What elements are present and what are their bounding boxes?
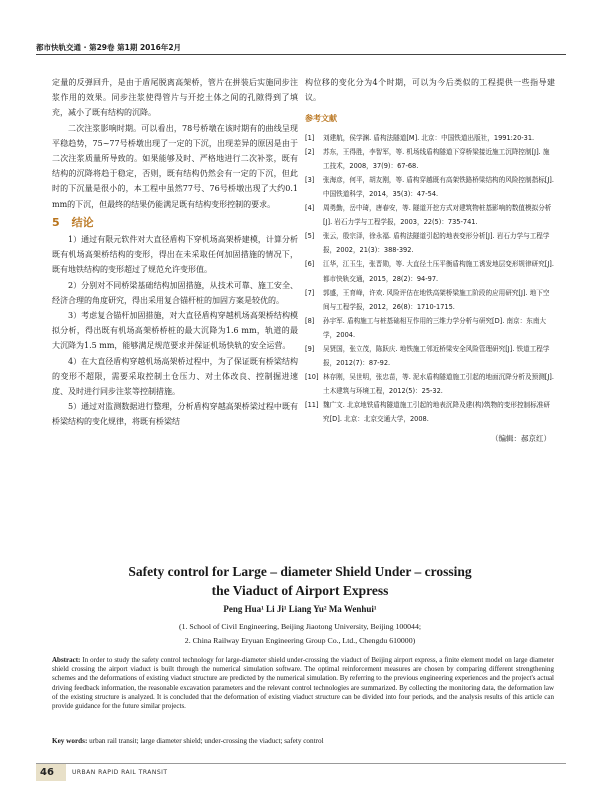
reference-item [305, 173, 555, 201]
paragraph: 构位移的变化分为4个时期，可以为今后类似的工程提供一些指导建议。 [305, 78, 555, 103]
conclusion-item: 1）通过有限元软件对大直径盾构下穿机场高架桥建模，计算分析既有机场高架桥结构的变形，得出在未采取任何加固措施的情况下，既有地铁结构的变形超过了规范允许变形值。 [52, 235, 298, 275]
reference-number: [3] [305, 175, 315, 184]
reference-number: [5] [305, 232, 315, 241]
footer-divider [36, 763, 566, 764]
reference-item [305, 131, 555, 145]
references-heading: 参考文献 [305, 114, 337, 124]
conclusion-item: 4）在大直径盾构穿越机场高架桥过程中，为了保证既有桥梁结构的变形不超限，需要采取控制土仓压力、对土体改良、控制掘进速度、及时进行同步注浆等控制措施。 [52, 356, 298, 397]
english-affiliation: 2. China Railway Eryuan Engineering Group Co., Ltd., Chengdu 610000) [184, 636, 416, 645]
reference-number: [1] [305, 133, 315, 142]
section-heading [52, 215, 298, 230]
reference-text: 林存刚，吴世明，张忠苗，等. 泥水盾构隧道施工引起的地面沉降分析及预测[J]. 土木建筑与环境工程，2012(5)：25-32. [323, 373, 554, 396]
reference-number: [8] [305, 316, 315, 325]
reference-item [305, 370, 555, 398]
left-column [52, 75, 298, 430]
reference-number: [7] [305, 288, 315, 297]
reference-text: 江华，江玉生，张晋勋，等. 大直径土压平衡盾构施工诱发地层变形规律研究[J]. 都市快轨交通，2015，28(2)：94-97. [323, 260, 554, 283]
reference-item [305, 342, 555, 370]
header-divider [36, 54, 566, 55]
conclusion-item: 2）分别对不同桥梁基础结构加固措施，从技术可靠、施工安全、经济合理的角度研究，得出采用复合锚杆桩的加固方案是较优的。 [52, 280, 298, 305]
reference-text: 魏广文. 北京地铁盾构隧道施工引起的地表沉降及建(构)筑物的变形控制标准研究[D]. 北京：北京交通大学，2008. [323, 401, 550, 424]
reference-text: 张海彦，何平，胡友刚，等. 盾构穿越既有高架铁路桥梁结构的风险控制指标[J]. 中国铁道科学，2014，35(3)：47-54. [323, 175, 554, 198]
abstract-text: In order to study the safety control technology for large-diameter shield under-crossing the viaduct of Beijing airport express, a finite element model on large diameter shield crossing the airport viaduct is built through the numerical simulation software. The optimal reinforcement measures are chosen by comparing different strengthening schemes and the deformations of existing viaduct structure are predicted by the numerical simulation. By referring to the previous engineering experiences and the project's actual driving feedback information, the reasonable excavation parameters and the relevant control technologies are summarized. By collecting the monitoring data, the deformation law of the existing structure is analyzed. It is concluded that the deformation of existing viaduct structure can be divided into four periods, and the analysis results of this article can provide guidance for the future similar projects. [52, 656, 554, 711]
reference-text: 苏东，王得胜，李智军，等. 机场线盾构隧道下穿桥梁接近施工沉降控制[J]. 施工技术，2008，37(9)：67-68. [323, 147, 550, 170]
reference-number: [9] [305, 345, 315, 354]
conclusion-item: 3）考虑复合锚杆加固措施，对大直径盾构穿越机场高架桥结构模拟分析，得出既有机场高架桥桥桩的最大沉降为1.6 mm，轨道的最大沉降为1.5 mm，能够满足规范要求并保证机场快轨的安全运营。 [52, 311, 298, 351]
keywords-text: urban rail transit; large diameter shield; under-crossing the viaduct; safety control [89, 737, 324, 745]
section-title: 结论 [71, 215, 94, 229]
reference-item [305, 398, 555, 426]
reference-text: 周勇勤，岳中琦，唐春安，等. 隧道开挖方式对建筑物桩基影响的数值模拟分析[J]. 岩石力学与工程学报，2003，22(5)：735-741. [323, 204, 552, 227]
page-number: 46 [40, 767, 54, 778]
reference-number: [6] [305, 260, 315, 269]
reference-list [305, 131, 555, 427]
paragraph: 二次注浆影响时期。可以看出，78号桥墩在该时期有的曲线呈现平稳趋势，75~77号桥墩出现了一定的下沉，出现差异的原因是由于二次注浆质量所导致的。如果能够及时、严格地进行二次补浆，既有结构的沉降将趋于稳定，否则，既有结构仍然会有一定的下沉，但此时的下沉量是很小的，本工程中虽然77号、76号桥墩出现了大约0.1 mm的下沉，但最终的结果仍能满足既有结构变形控制的要求。 [52, 123, 298, 209]
reference-item [305, 314, 555, 342]
english-affiliation: (1. School of Civil Engineering, Beijing Jiaotong University, Beijing 100044; [178, 622, 422, 631]
english-title-line: the Viaduct of Airport Express [211, 583, 389, 598]
keywords-label: Key words: [52, 737, 88, 745]
reference-item [305, 257, 555, 285]
reference-number: [11] [305, 401, 319, 410]
reference-text: 郭盛，王育峰，许欢. 风险评估在地铁高架桥梁施工阶段的应用研究[J]. 地下空间与工程学报，2012，26(8)：1710-1715. [323, 288, 550, 311]
paragraph: 定量的反弹回升，是由于盾尾脱离高架桥，管片在拼装后实施同步注浆作用的效果。同步注浆使得管片与开挖土体之间的孔隙得到了填充，减小了既有结构的沉降。 [52, 78, 298, 118]
reference-item [305, 201, 555, 229]
reference-item [305, 145, 555, 173]
reference-number: [4] [305, 204, 315, 213]
reference-text: 刘建航，侯学渊. 盾构法隧道[M]. 北京：中国铁道出版社，1991:20-31. [323, 133, 535, 142]
reference-item [305, 229, 555, 257]
reference-text: 孙宇军. 盾构施工与桩基础相互作用的三维力学分析与研究[D]. 南京：东南大学，2004. [323, 316, 547, 339]
journal-name: URBAN RAPID RAIL TRANSIT [72, 769, 168, 776]
running-head: 都市快轨交通 · 第29卷 第1期 2016年2月 [36, 43, 182, 52]
section-number: 5 [52, 215, 60, 229]
editor-note: （编辑：郝京红） [491, 433, 551, 443]
conclusion-item: 5）通过对监测数据进行整理，分析盾构穿越高架桥梁过程中既有桥梁结构的变化规律，将既有桥梁结 [52, 402, 298, 427]
reference-number: [10] [305, 373, 319, 382]
english-authors: Peng Hua¹ Li Ji¹ Liang Yu² Ma Wenhui¹ [223, 604, 377, 614]
english-keywords [52, 737, 554, 745]
english-title [40, 562, 560, 600]
english-title-line: Safety control for Large – diameter Shield Under – crossing [128, 564, 472, 579]
reference-text: 吴贤国，张立茂，陈跃庆. 地铁施工邻近桥梁安全风险管理研究[J]. 铁道工程学报，2012(7)：87-92. [323, 345, 550, 368]
english-abstract [52, 656, 554, 711]
reference-text: 张云，殷宗泽，徐永福. 盾构法隧道引起的地表变形分析[J]. 岩石力学与工程学报，2002，21(3)：388-392. [323, 232, 550, 255]
reference-number: [2] [305, 147, 315, 156]
abstract-label: Abstract: [52, 656, 81, 664]
right-column [305, 75, 555, 446]
reference-item [305, 286, 555, 314]
